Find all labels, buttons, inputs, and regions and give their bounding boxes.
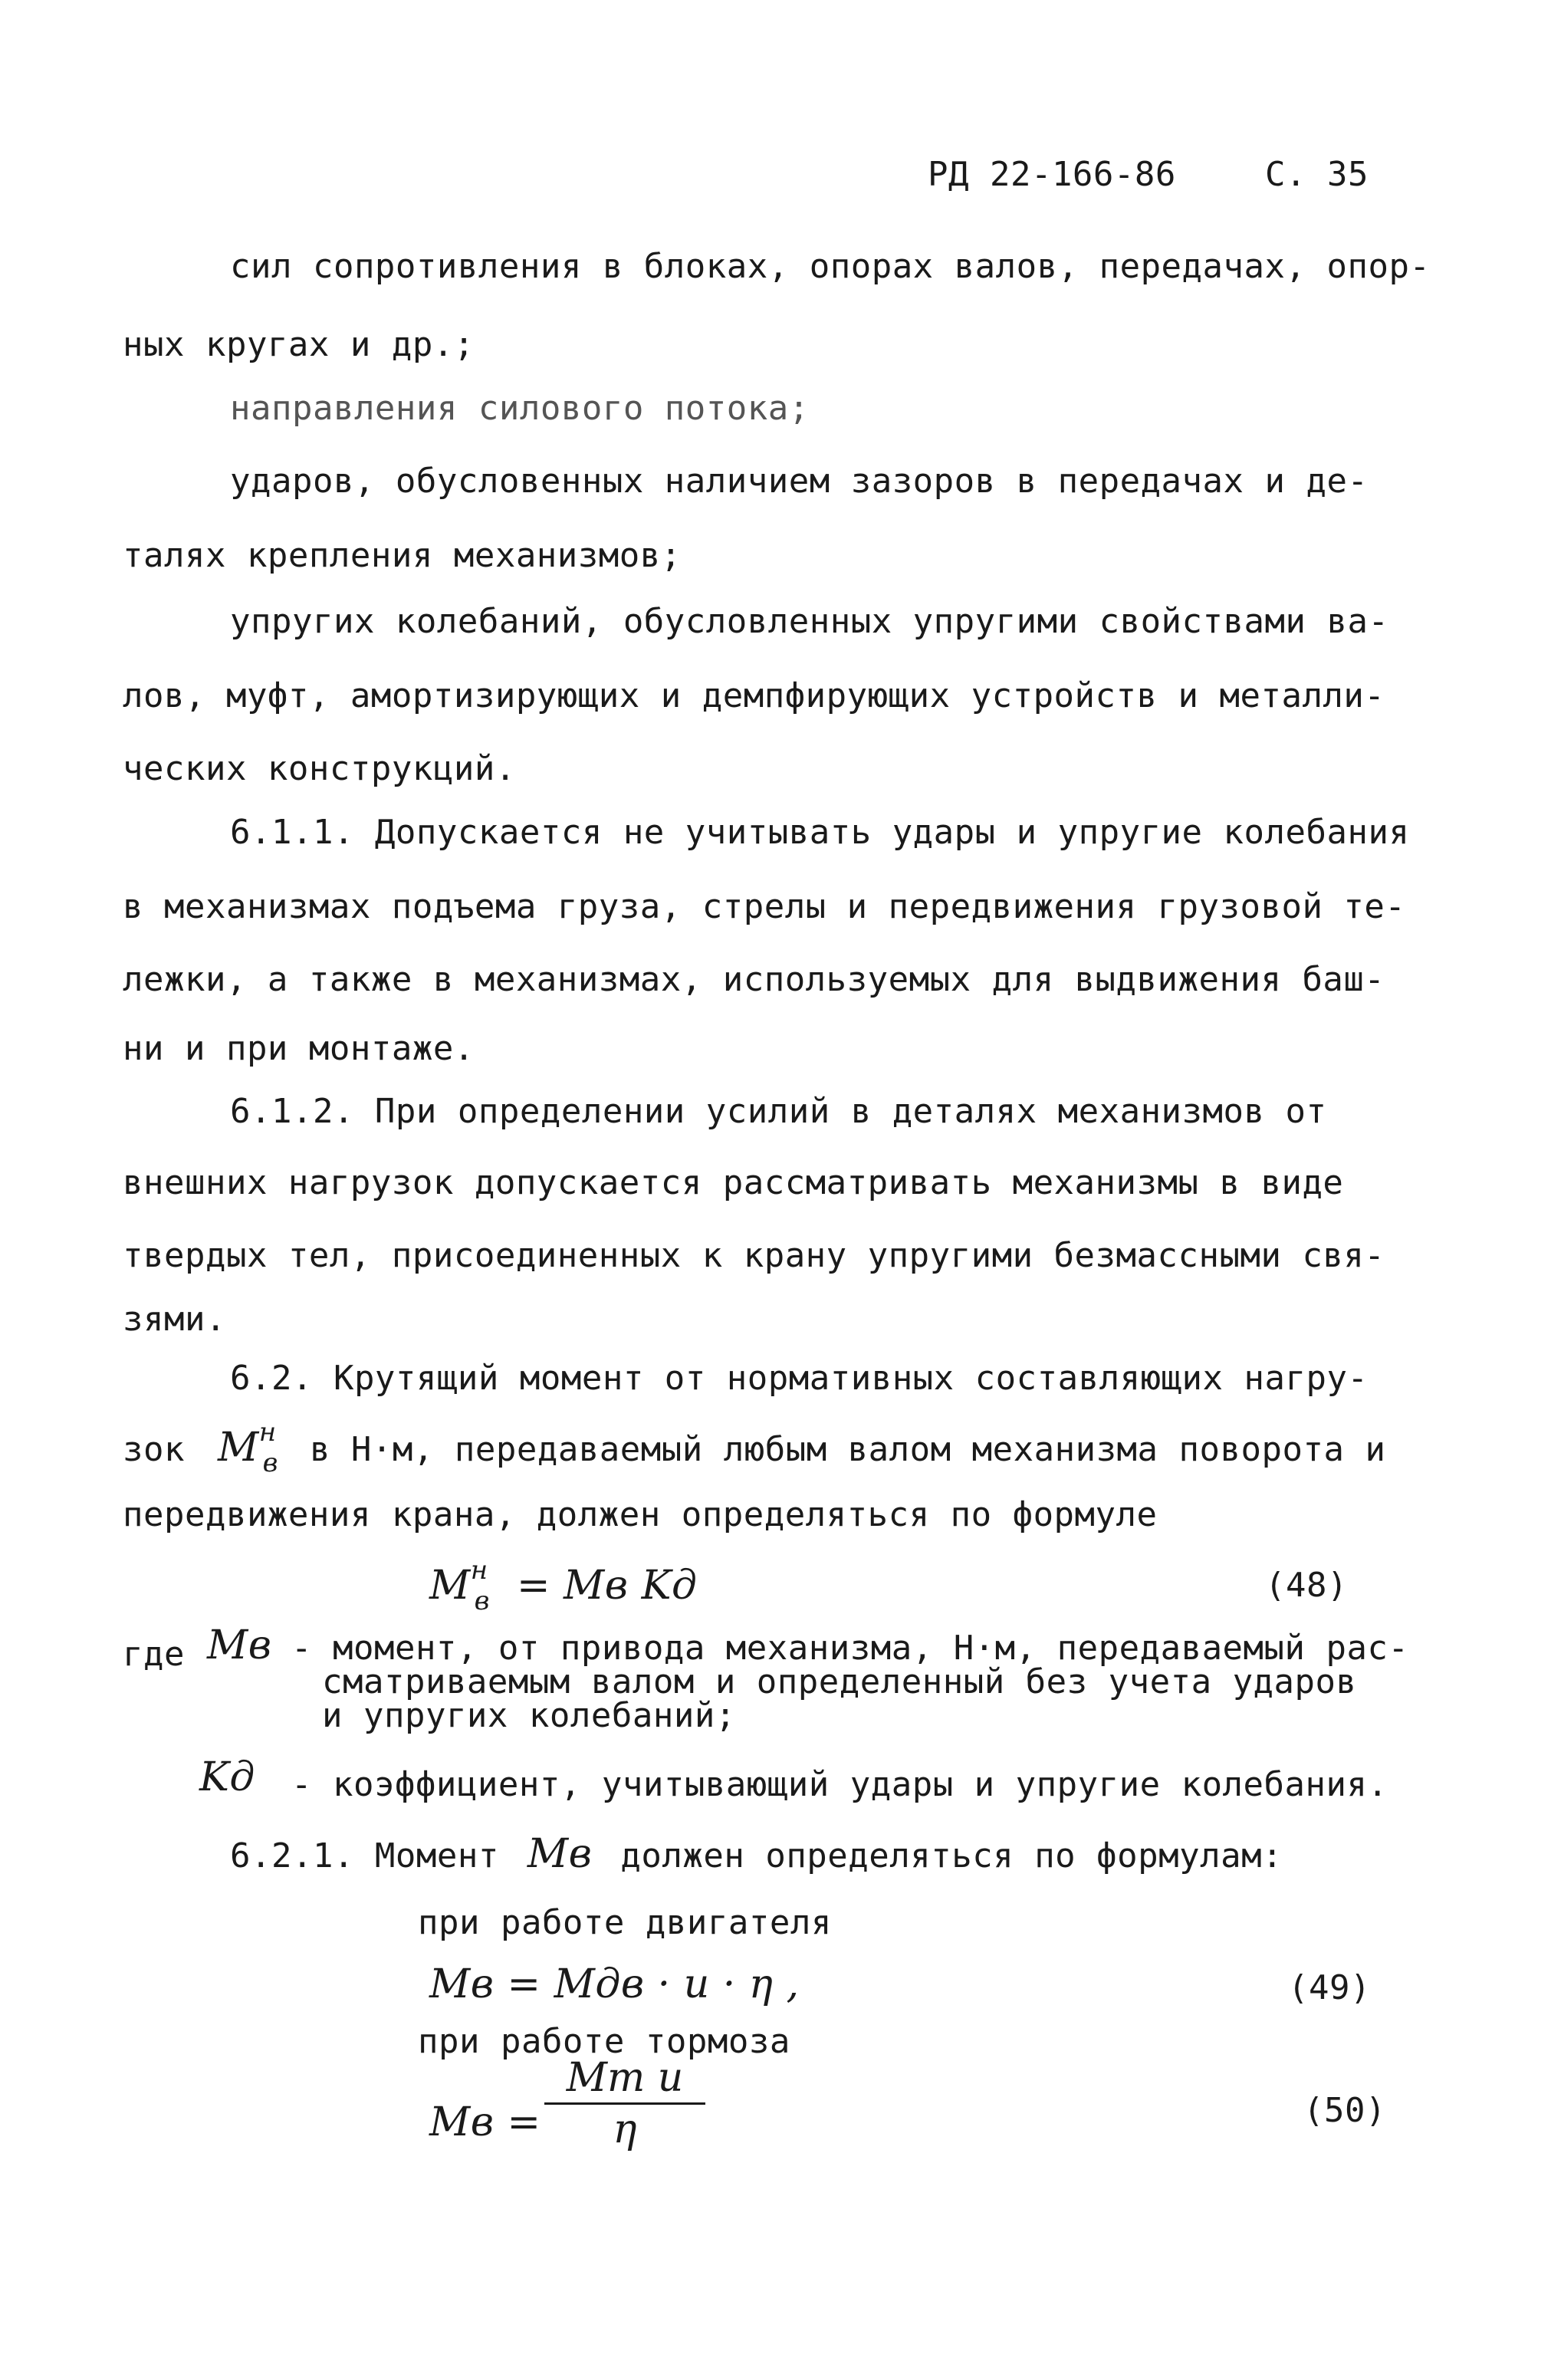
text-line: внешних нагрузок допускается рассматривать механизмы в виде (123, 1163, 1344, 1202)
text-line-with-symbol: зок $M^н_в$ в Н·м, передаваемый любым валом механизма поворота и (123, 1417, 1386, 1478)
text-line: упругих колебаний, обусловленных упругими свойствами ва- (230, 602, 1389, 641)
brake-operation-label: при работе тормоза (418, 2022, 790, 2061)
formula-48: $M^н_в$ = Mв Kд (429, 1555, 698, 1616)
page-number: С. 35 (1265, 155, 1369, 194)
definition-moment-line: - момент, от привода механизма, Н·м, передаваемый рас- (291, 1629, 1409, 1668)
formula-50-lhs: Mв = (429, 2099, 541, 2145)
text-line: в механизмах подъема груза, стрелы и передвижения грузовой те- (123, 887, 1406, 926)
text-line: твердых тел, присоединенных к крану упругими безмассными свя- (123, 1236, 1385, 1275)
text-line: передвижения крана, должен определяться по формуле (123, 1495, 1158, 1534)
moment-symbol: Mв (207, 1622, 272, 1668)
formula-number-50: (50) (1303, 2091, 1386, 2130)
engine-operation-label: при работе двигателя (418, 1903, 832, 1942)
text-line: зями. (123, 1300, 226, 1339)
definition-moment-line: и упругих колебаний; (322, 1696, 736, 1735)
where-label: где (123, 1635, 185, 1674)
text-line: ударов, обусловенных наличием зазоров в передачах и де- (230, 462, 1369, 501)
fraction-bar (544, 2102, 705, 2105)
definition-coefficient: - коэффициент, учитывающий удары и упругие колебания. (291, 1765, 1388, 1804)
text-line: ных кругах и др.; (123, 325, 475, 364)
fraction-denominator: η (613, 2106, 637, 2152)
text-line: лов, муфт, амортизирующих и демпфирующих устройств и металли- (123, 676, 1385, 715)
document-code: РД 22-166-86 (928, 155, 1176, 194)
paragraph-6-2: 6.2. Крутящий момент от нормативных составляющих нагру- (230, 1359, 1369, 1398)
formula-50-fraction (544, 2055, 705, 2152)
formula-49: Mв = Mдв · u · η , (429, 1961, 800, 2007)
fraction-numerator: Mт u (566, 2055, 684, 2101)
formula-number-49: (49) (1288, 1968, 1371, 2007)
paragraph-6-1-2: 6.1.2. При определении усилий в деталях механизмов от (230, 1092, 1327, 1131)
definition-moment-line: сматриваемым валом и определенный без учета ударов (322, 1662, 1357, 1701)
text-line: ческих конструкций. (123, 749, 516, 788)
text-line: лежки, а также в механизмах, используемых для выдвижения баш- (123, 960, 1385, 999)
formula-number-48: (48) (1265, 1566, 1348, 1605)
text-line: сил сопротивления в блоках, опорах валов, передачах, опор- (230, 247, 1431, 286)
paragraph-6-1-1: 6.1.1. Допускается не учитывать удары и упругие колебания (230, 813, 1410, 852)
moment-symbol: $M^н_в$ (217, 1417, 278, 1478)
text-line: талях крепления механизмов; (123, 536, 682, 575)
paragraph-6-2-1: 6.2.1. Момент Mв должен определяться по формулам: (230, 1831, 1283, 1877)
text-line: направления силового потока; (230, 389, 810, 428)
coefficient-symbol: Kд (199, 1754, 255, 1800)
text-line: ни и при монтаже. (123, 1029, 475, 1068)
